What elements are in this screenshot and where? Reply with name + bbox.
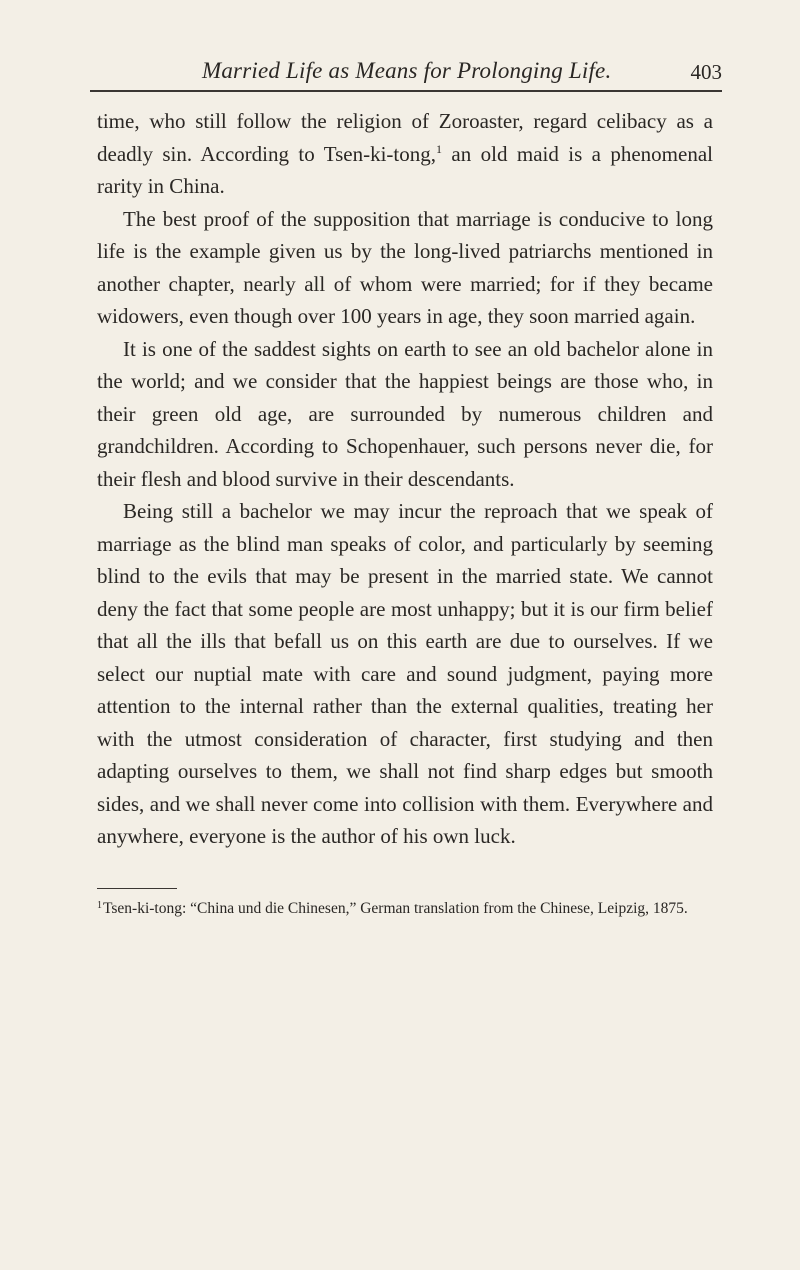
paragraph-4: Being still a bachelor we may incur the reproach that we speak of marriage as the blind man speaks of color, and particularly by seeming blind to the evils that may be present in the married state. We cannot deny the fact that some people are most unhappy; but it is our firm belief that all the ills that befall us on this earth are due to ourselves. If we select our nuptial mate with care and sound judgment, paying more attention to the internal rather than the external qualities, treating her with the utmost consideration of character, first studying and then adapting ourselves to them, we shall not find sharp edges but smooth sides, and we shall never come into collision with them. Everywhere and anywhere, everyone is the author of his own luck. — [97, 499, 713, 848]
paragraph-1-text: time, who still follow the religion of Zoroaster, regard celibacy as a deadly sin. According to Tsen-ki-tong, — [97, 109, 713, 166]
footnote-marker: 1 — [97, 900, 102, 911]
paragraph-1-text-continued: an old maid is a phenomenal rarity in China. — [97, 141, 713, 198]
body-text — [97, 105, 713, 853]
paragraph-3: It is one of the saddest sights on earth to see an old bachelor alone in the world; and we consider that the happiest beings are those who, in their green old age, are surrounded by numerous children and grandchildren. According to Schopenhauer, such persons never die, for their flesh and blood survive in their descendants. — [97, 336, 713, 491]
footnote — [97, 895, 713, 920]
page-number: 403 — [690, 60, 722, 84]
paragraph-1 — [97, 105, 713, 203]
running-header — [90, 50, 722, 92]
footnote-term: Tsen-ki-tong: — [103, 900, 187, 917]
footnote-reference: 1 — [436, 141, 443, 156]
running-title: Married Life as Means for Prolonging Life. — [202, 58, 612, 83]
footnote-text: “China und die Chinesen,” German translation from the Chinese, Leipzig, 1875. — [186, 900, 688, 917]
paragraph-2: The best proof of the supposition that marriage is conducive to long life is the example given us by the long-lived patriarchs mentioned in another chapter, nearly all of whom were married; for if they became widowers, even though over 100 years in age, they soon married again. — [97, 206, 713, 328]
footnote-divider — [97, 888, 177, 889]
